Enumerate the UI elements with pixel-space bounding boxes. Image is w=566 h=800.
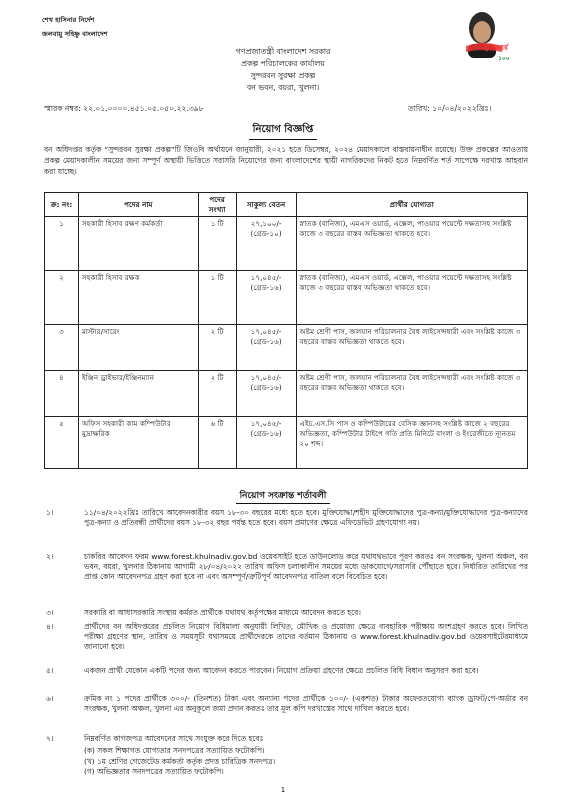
- condition-item: [44, 552, 528, 583]
- table-row: [45, 417, 528, 469]
- cell-qualification: স্নাতক (বানিজ্য), এমএস ওয়ার্ড, এক্সেল, পাওয়ার পয়েন্টে দক্ষতাসহ সংশ্লিষ্ট কাজে ৩ বছরের বাস্তব অভিজ্ঞতা থাকতে হবে।: [296, 271, 527, 325]
- col-header-salary: সাকুল্য বেতন: [236, 193, 296, 217]
- cell-post: সহকারী হিসাব রক্ষক: [78, 271, 198, 325]
- condition-number: ১।: [46, 508, 54, 517]
- logo-badge-number: ১০০: [498, 55, 510, 62]
- table-header-row: [45, 193, 528, 217]
- condition-number: ২।: [46, 552, 54, 561]
- header-slogan-2: জলবায়ু সহিষ্ণু বাংলাদেশ: [42, 30, 108, 38]
- cell-sl: ৪: [45, 371, 79, 417]
- cell-salary: ১৭,০৪৫/- (গ্রেড-১৬): [236, 371, 296, 417]
- condition-item: [44, 666, 528, 676]
- cell-post: মাস্টার/সারেং: [78, 325, 198, 371]
- table-row: [45, 371, 528, 417]
- cell-salary: ১৭,০৪৫/- (গ্রেড-১৬): [236, 325, 296, 371]
- attachment-item: (ক) সকল শিক্ষাগত যোগ্যতার সনদপত্রের সত্যায়িত ফটোকপি।: [84, 746, 265, 755]
- cell-sl: ২: [45, 271, 79, 325]
- cell-post: সহকারী হিসাব রক্ষণ কর্মকর্তা: [78, 217, 198, 271]
- condition-number: ৬।: [46, 694, 54, 703]
- condition-text: সরকারি বা আধাসরকারি সংস্থায় কর্মরত প্রার্থীকে যথাযথ কর্তৃপক্ষের মাধ্যমে আবেদন করতে হবে।: [84, 608, 361, 617]
- office-name: প্রকল্প পরিচালকের কার্যালয়: [241, 59, 325, 68]
- col-header-sl: ক্র: নং:: [45, 193, 79, 217]
- vacancy-table: [44, 192, 528, 469]
- col-header-post: পদের নাম: [78, 193, 198, 217]
- cell-count: ১ টি: [198, 271, 236, 325]
- cell-qualification: অষ্টম শ্রেণী পাস, জলযান পরিচালনার বৈধ লাইসেন্সধারী এবং সংশ্লিষ্ট কাজে ৩ বছরের বাস্তব অভিজ্ঞতা থাকতে হবে।: [296, 371, 527, 417]
- cell-count: ২ টি: [198, 325, 236, 371]
- condition-text: চাকরির আবেদন ফরম www.forest.khulnadiv.gov.bd ওয়েবসাইট হতে ডাউনলোড করে যথাযথভাবে পূরণ করতঃ বন সংরক্ষক, খুলনা অঞ্চল, বন ভবন, বয়রা, খুলনার ঠিকানায় আগামী ২৮/০৪/২০২২ তারিখ অফিস চলাকালীন সময়ের মধ্যে ডাকযোগে/সরাসরি পৌঁছাতে হবে। নির্ধারিত তারিখের পর প্রাপ্ত কোন আবেদনপত্র গ্রহণ করা হবে না এবং অসম্পূর্ণ/ত্রুটিপূর্ণ আবেদনপত্র বাতিল বলে বিবেচিত হবে।: [84, 552, 528, 582]
- condition-item: [44, 622, 528, 653]
- conditions-title-text: নিয়োগ সংক্রান্ত শর্তাবলী: [236, 488, 331, 504]
- condition-number: ৭।: [46, 734, 54, 743]
- cell-count: ২ টি: [198, 371, 236, 417]
- conditions-title: [0, 488, 566, 504]
- govt-name: গণপ্রজাতন্ত্রী বাংলাদেশ সরকার: [235, 47, 331, 56]
- attachment-item: (গ) অভিজ্ঞতার সনদপত্রের সত্যায়িত ফটোকপি।: [84, 767, 224, 777]
- condition-text: নিম্নবর্ণিত কাগজপত্র আবেদনের সাথে সংযুক্ত করে দিতে হবেঃ: [84, 734, 264, 743]
- table-row: [45, 271, 528, 325]
- condition-number: ৩।: [46, 608, 54, 617]
- cell-salary: ২৭,১০০/- (গ্রেড-১০): [236, 217, 296, 271]
- col-header-qualification: প্রার্থীর যোগ্যতা: [296, 193, 527, 217]
- condition-text: প্রার্থীদের বন অধিদপ্তরের প্রচলিত নিয়োগ বিধিমালা অনুযায়ী লিখিত, মৌখিক ও প্রয়োজ্য ক্ষেত্রে ব্যবহারিক পরীক্ষায় অংশগ্রহণ করতে হবে। লিখিত পরীক্ষা গ্রহণের স্থান, তারিখ ও সময়সূচী যথাসময়ে প্রার্থীদেরকে তাদের বর্তমান ঠিকানায় ও www.forest.khulnadiv.gov.bd ওয়েবসাইটেরমাধ্যমে জানানো হবে।: [84, 622, 528, 652]
- attachments-list: [84, 746, 524, 778]
- condition-text: ১১/০৪/২০২২খ্রিঃ তারিখে আবেদনকারীর বয়স ১৮-৩০ বছরের মধ্যে হতে হবে। মুক্তিযোদ্ধা/শহীদ মুক্তিযোদ্ধাদের পুত্র-কন্যা/মুক্তিযোদ্ধাদের পুত্র-কন্যাদের পুত্র-কন্যা ও প্রতিবন্ধী প্রার্থীদের বয়স ১৮-৩২ বছর পর্যন্ত হতে হবে। বয়স প্রমাণের ক্ষেত্রে এফিডেভিট গ্রহণযোগ্য নয়।: [84, 508, 528, 528]
- cell-count: ৬ টি: [198, 417, 236, 469]
- page-number: 1: [280, 786, 286, 794]
- intro-paragraph: বন অধিদপ্তর কর্তৃক “সুন্দরবন সুরক্ষা প্রকল্প”টি জিওবি অর্থায়নে জানুয়ারী, ২০২১ হতে ডিসেম্বর, ২০২৪ মেয়াদকালে বাস্তবায়নাধীন রয়েছে। উক্ত প্রকল্পের আওতায় প্রকল্প মেয়াদকালীন সময়ের জন্য সম্পূর্ণ অস্থায়ী ভিত্তিতে সরাসরি নিয়োগের জন্য বাংলাদেশের স্থায়ী নাগরিকদের নিকট হতে নিম্নবর্ণিত শর্ত সাপেক্ষে দরখাস্ত আহবান করা যাচ্ছে।: [44, 145, 528, 177]
- condition-text: একজন প্রার্থী যেকোন একটি পদের জন্য আবেদন করতে পারবেন। নিয়োগ প্রক্রিয়া গ্রহণের ক্ষেত্রে প্রচলিত বিধি বিধান অনুসরণ করা হবে।: [84, 666, 479, 675]
- condition-item: [44, 508, 528, 528]
- cell-count: ১ টি: [198, 217, 236, 271]
- attachment-item: (খ) ১ম শ্রেণির গেজেটেড কর্মকর্তা কর্তৃক প্রদত্ত চারিত্রিক সনদপত্র।: [84, 756, 276, 766]
- table-row: [45, 217, 528, 271]
- cell-salary: ১৭,০৪৫/- (গ্রেড-১৬): [236, 417, 296, 469]
- condition-item: [44, 608, 528, 618]
- col-header-count: পদের সংখ্যা: [198, 193, 236, 217]
- memo-reference: স্মারক নম্বর: ২২.০১.০০০০.৪৫১.০৫.০৫০.২২.৩৯৮: [44, 104, 204, 113]
- cell-qualification: স্নাতক (বানিজ্য), এমএস ওয়ার্ড, এক্সেল, পাওয়ার পয়েন্টে দক্ষতাসহ সংশ্লিষ্ট কাজে ৩ বছরের বাস্তব অভিজ্ঞতা থাকতে হবে।: [296, 217, 527, 271]
- project-name: সুন্দরবন সুরক্ষা প্রকল্প: [250, 71, 316, 80]
- notice-title: [0, 122, 566, 140]
- condition-text: ক্রমিক নং ১ পদের প্রার্থীকে ৩০০/- (তিনশত) টাকা এবং অন্যান্য পদের প্রার্থীকে ১০০/- (একশত) টাকার অফেরতযোগ্য ব্যাংক ড্রাফট/পে-অর্ডার বন সংরক্ষক, খুলনা অঞ্চল, খুলনা এর অনুকূলে জমা প্রদান করতঃ তার মূল কপি দরখাস্তের সাথে দাখিল করতে হবে।: [84, 694, 528, 714]
- cell-post: ইঞ্জিন ড্রাইভার/ইঞ্জিনম্যান: [78, 371, 198, 417]
- logo-badge-text: মুজিববর্ষ: [484, 44, 508, 52]
- office-address: বন ভবন, বয়রা, খুলনা।: [246, 83, 320, 92]
- cell-sl: ৩: [45, 325, 79, 371]
- cell-qualification: অষ্টম শ্রেণী পাস, জলযান পরিচালনার বৈধ লাইসেন্সধারী এবং সংশ্লিষ্ট কাজে ৩ বছরের বাস্তব অভিজ্ঞতা থাকতে হবে।: [296, 325, 527, 371]
- cell-sl: ১: [45, 217, 79, 271]
- cell-post: অফিস সহকারী কাম কম্পিউটার মুদ্রাক্ষরিক: [78, 417, 198, 469]
- cell-qualification: এইচ.এস.সি পাস ও কম্পিউটারের বেসিক জ্ঞানসহ সংশ্লিষ্ট কাজে ২ বছরের অভিজ্ঞতা, কম্পিউটার টাইপে গতি প্রতি মিনিটে বাংলা ও ইংরেজীতে ন্যূনতম ২০ শব্দ।: [296, 417, 527, 469]
- condition-item: [44, 694, 528, 714]
- condition-number: ৫।: [46, 666, 54, 675]
- notice-title-text: নিয়োগ বিজ্ঞপ্তি: [249, 122, 318, 140]
- table-row: [45, 325, 528, 371]
- cell-sl: ৫: [45, 417, 79, 469]
- memo-date: তারিখ: ১০/০৪/২০২২খ্রিঃ।: [408, 104, 492, 113]
- condition-item: [44, 734, 528, 744]
- condition-number: ৪।: [46, 622, 54, 631]
- header-slogan-1: শেখ হাসিনার নির্দেশ: [42, 16, 95, 24]
- cell-salary: ১৭,০৪৫/- (গ্রেড-১৬): [236, 271, 296, 325]
